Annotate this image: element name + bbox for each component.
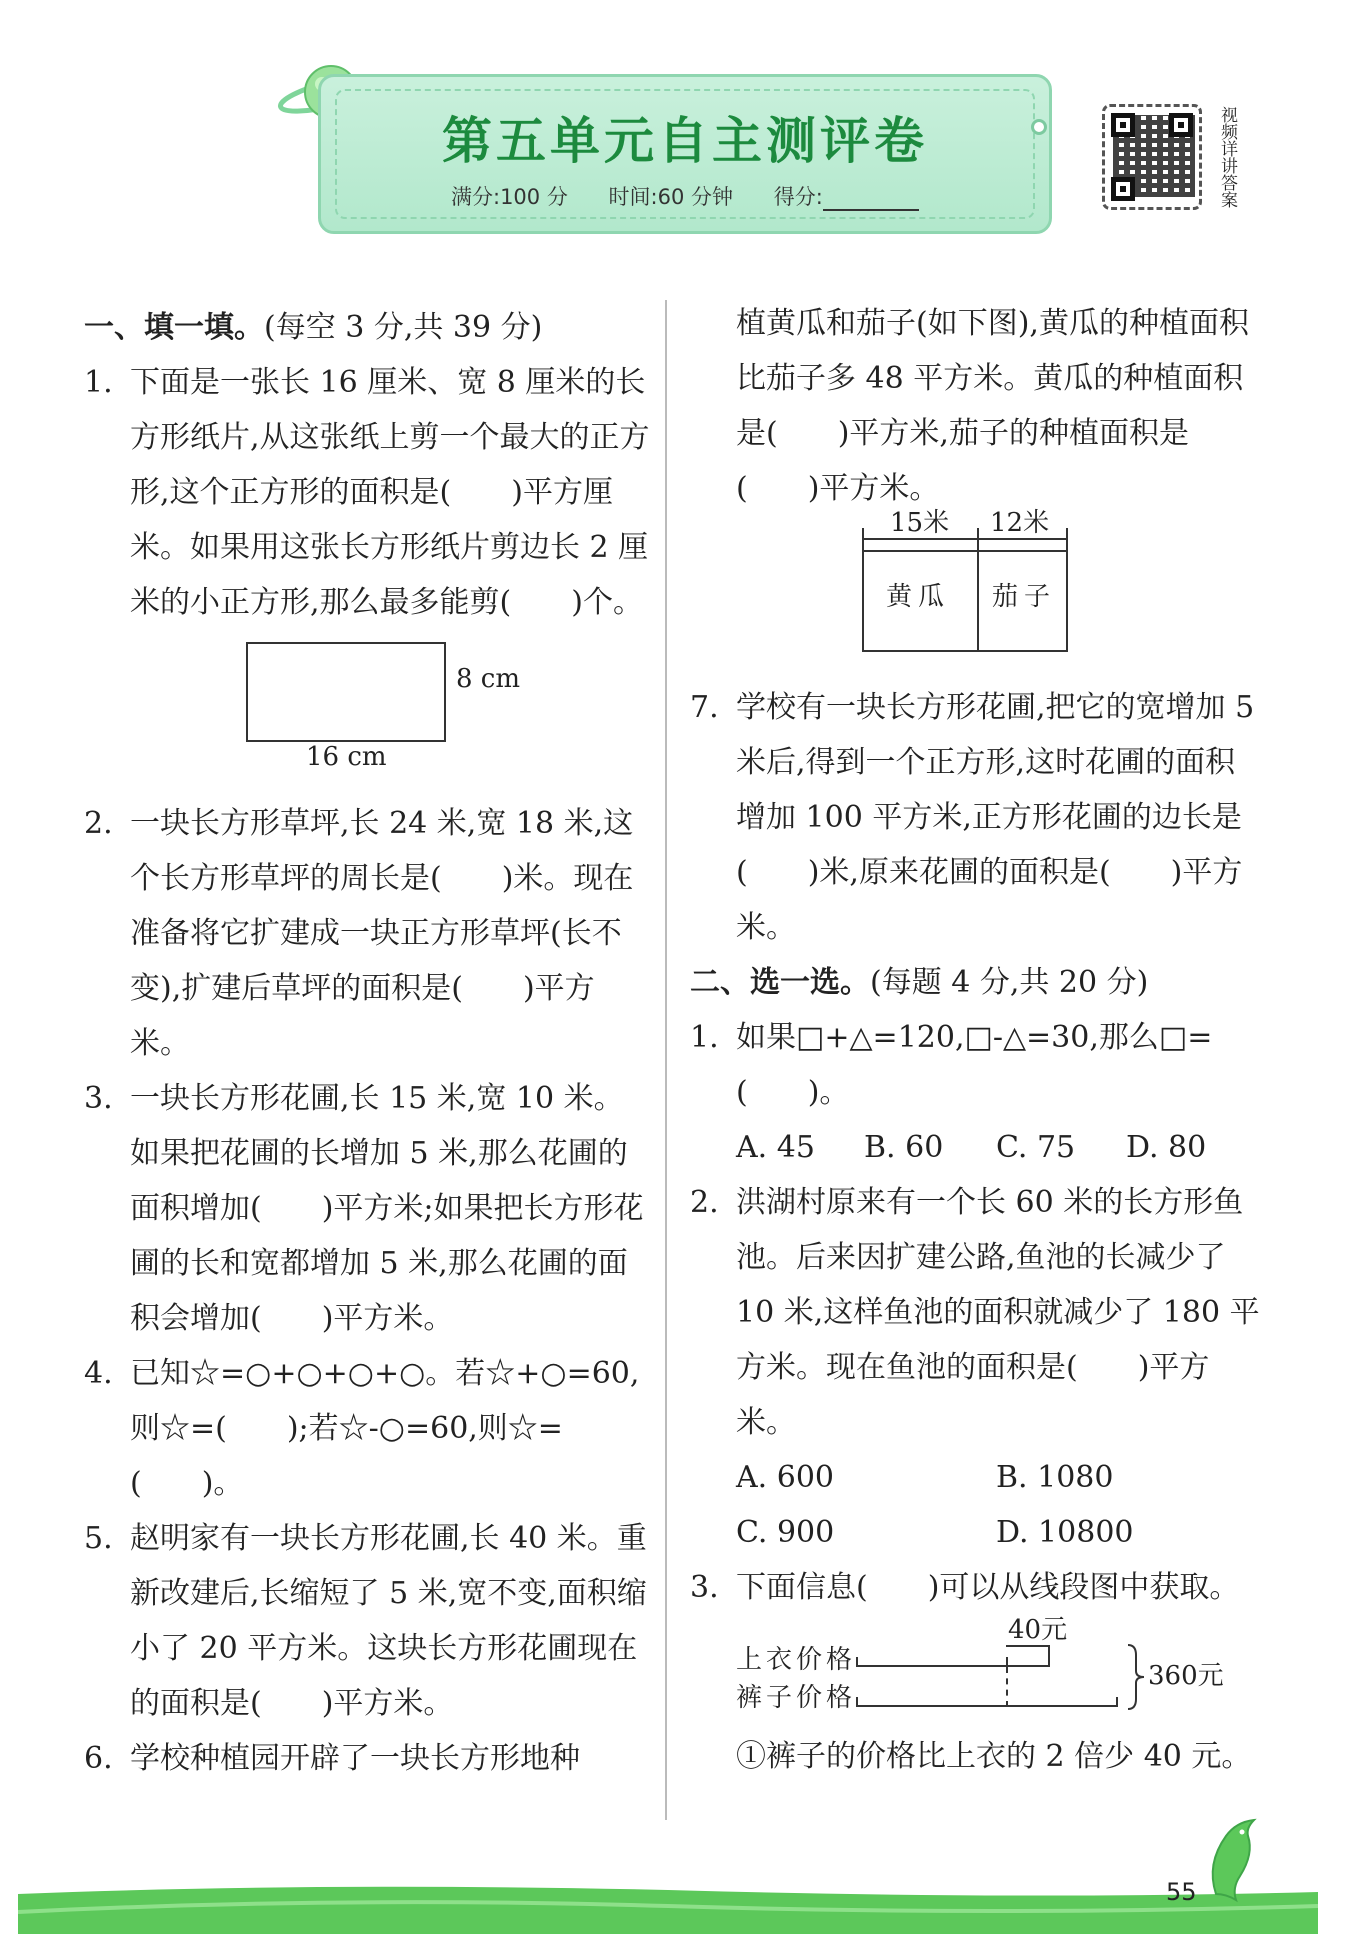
section2-heading: 二、选一选。(每题 4 分,共 20 分) bbox=[690, 965, 1149, 1000]
shirt-price-label: 上衣价格 bbox=[736, 1645, 857, 1675]
question-2-1: 1. 如果□+△=120,□-△=30,那么□=( )。 bbox=[690, 1020, 1213, 1110]
dolphin-icon bbox=[1196, 1814, 1266, 1904]
option-a[interactable]: A. 45 bbox=[736, 1130, 815, 1165]
eggplant-length-label: 12米 bbox=[990, 508, 1050, 538]
qr-code-icon[interactable] bbox=[1102, 104, 1202, 210]
question-1-3: 3. 一块长方形花圃,长 15 米,宽 10 米。如果把花圃的长增加 5 米,那么花圃的面积增加( )平方米;如果把长方形花圃的长和宽都增加 5 米,那么花圃的面积会增加( )平方米。 bbox=[84, 1081, 644, 1336]
diff-label: 40元 bbox=[1008, 1615, 1068, 1645]
question-1-2: 2. 一块长方形草坪,长 24 米,宽 18 米,这个长方形草坪的周长是( )米。现在准备将它扩建成一块正方形草坪(长不变),扩建后草坪的面积是( )平方米。 bbox=[84, 806, 634, 1061]
statement-1: ①裤子的价格比上衣的 2 倍少 40 元。 bbox=[736, 1739, 1252, 1774]
exam-meta bbox=[451, 181, 953, 211]
question-1-5: 5. 赵明家有一块长方形花圃,长 40 米。重新改建后,长缩短了 5 米,宽不变,面积缩小了 20 平方米。这块长方形花圃现在的面积是( )平方米。 bbox=[84, 1521, 647, 1721]
right-column bbox=[690, 296, 1260, 1784]
time-limit: 时间:60 分钟 bbox=[608, 185, 734, 209]
price-segment-diagram bbox=[690, 1615, 1260, 1729]
question-2-2: 2. 洪湖村原来有一个长 60 米的长方形鱼池。后来因扩建公路,鱼池的长减少了 10 米,这样鱼池的面积就减少了 180 平方米。现在鱼池的面积是( )平方米。 bbox=[690, 1185, 1260, 1440]
question-1-6-continued: 植黄瓜和茄子(如下图),黄瓜的种植面积比茄子多 48 平方米。黄瓜的种植面积是( )平方米,茄子的种植面积是( )平方米。 bbox=[736, 306, 1249, 506]
question-2-2-options-row2 bbox=[690, 1505, 1260, 1560]
question-2-3: 3. 下面信息( )可以从线段图中获取。 bbox=[690, 1570, 1240, 1605]
cucumber-label: 黄瓜 bbox=[886, 582, 951, 612]
option-a[interactable]: A. 600 bbox=[736, 1460, 834, 1495]
total-label: 360元 bbox=[1148, 1661, 1224, 1691]
rect-width-label: 16 cm bbox=[306, 742, 387, 772]
question-1-1: 1. 下面是一张长 16 厘米、宽 8 厘米的长方形纸片,从这张纸上剪一个最大的正方形,这个正方形的面积是( )平方厘米。如果用这张长方形纸片剪边长 2 厘米的小正方形,那么最多能剪( )个。 bbox=[84, 365, 650, 620]
full-score: 满分:100 分 bbox=[451, 185, 568, 209]
left-column bbox=[84, 296, 650, 1786]
option-d[interactable]: D. 80 bbox=[1126, 1130, 1207, 1165]
eggplant-label: 茄子 bbox=[992, 582, 1057, 612]
option-c[interactable]: C. 75 bbox=[996, 1130, 1076, 1165]
score-blank bbox=[823, 191, 919, 211]
page-title: 第五单元自主测评卷 bbox=[442, 112, 928, 170]
question-2-1-options bbox=[690, 1120, 1260, 1175]
section1-heading: 一、填一填。(每空 3 分,共 39 分) bbox=[84, 310, 543, 345]
qr-caption: 视频详讲答案 bbox=[1217, 106, 1237, 208]
rectangle-figure bbox=[84, 630, 650, 800]
pants-price-label: 裤子价格 bbox=[736, 1683, 857, 1713]
page-number: 55 bbox=[1166, 1878, 1197, 1906]
option-b[interactable]: B. 1080 bbox=[996, 1460, 1114, 1495]
option-d[interactable]: D. 10800 bbox=[996, 1515, 1134, 1550]
question-1-7: 7. 学校有一块长方形花圃,把它的宽增加 5 米后,得到一个正方形,这时花圃的面积增加 100 平方米,正方形花圃的边长是( )米,原来花圃的面积是( )平方米。 bbox=[690, 690, 1255, 945]
option-b[interactable]: B. 60 bbox=[864, 1130, 944, 1165]
footer-wave bbox=[18, 1882, 1318, 1934]
column-divider bbox=[665, 300, 667, 1820]
paper-rectangle bbox=[246, 642, 446, 742]
question-1-4: 4. 已知☆=○+○+○+○。若☆+○=60,则☆=( );若☆-○=60,则☆=( )。 bbox=[84, 1356, 640, 1501]
question-2-2-options-row1 bbox=[690, 1450, 1260, 1505]
rect-height-label: 8 cm bbox=[456, 664, 521, 694]
question-1-6: 6. 学校种植园开辟了一块长方形地种 bbox=[84, 1741, 580, 1776]
brace-icon bbox=[1126, 1643, 1146, 1711]
cucumber-length-label: 15米 bbox=[890, 508, 950, 538]
title-banner bbox=[318, 74, 1052, 234]
score-label: 得分: bbox=[773, 185, 823, 209]
option-c[interactable]: C. 900 bbox=[736, 1515, 835, 1550]
garden-figure bbox=[690, 508, 1260, 676]
